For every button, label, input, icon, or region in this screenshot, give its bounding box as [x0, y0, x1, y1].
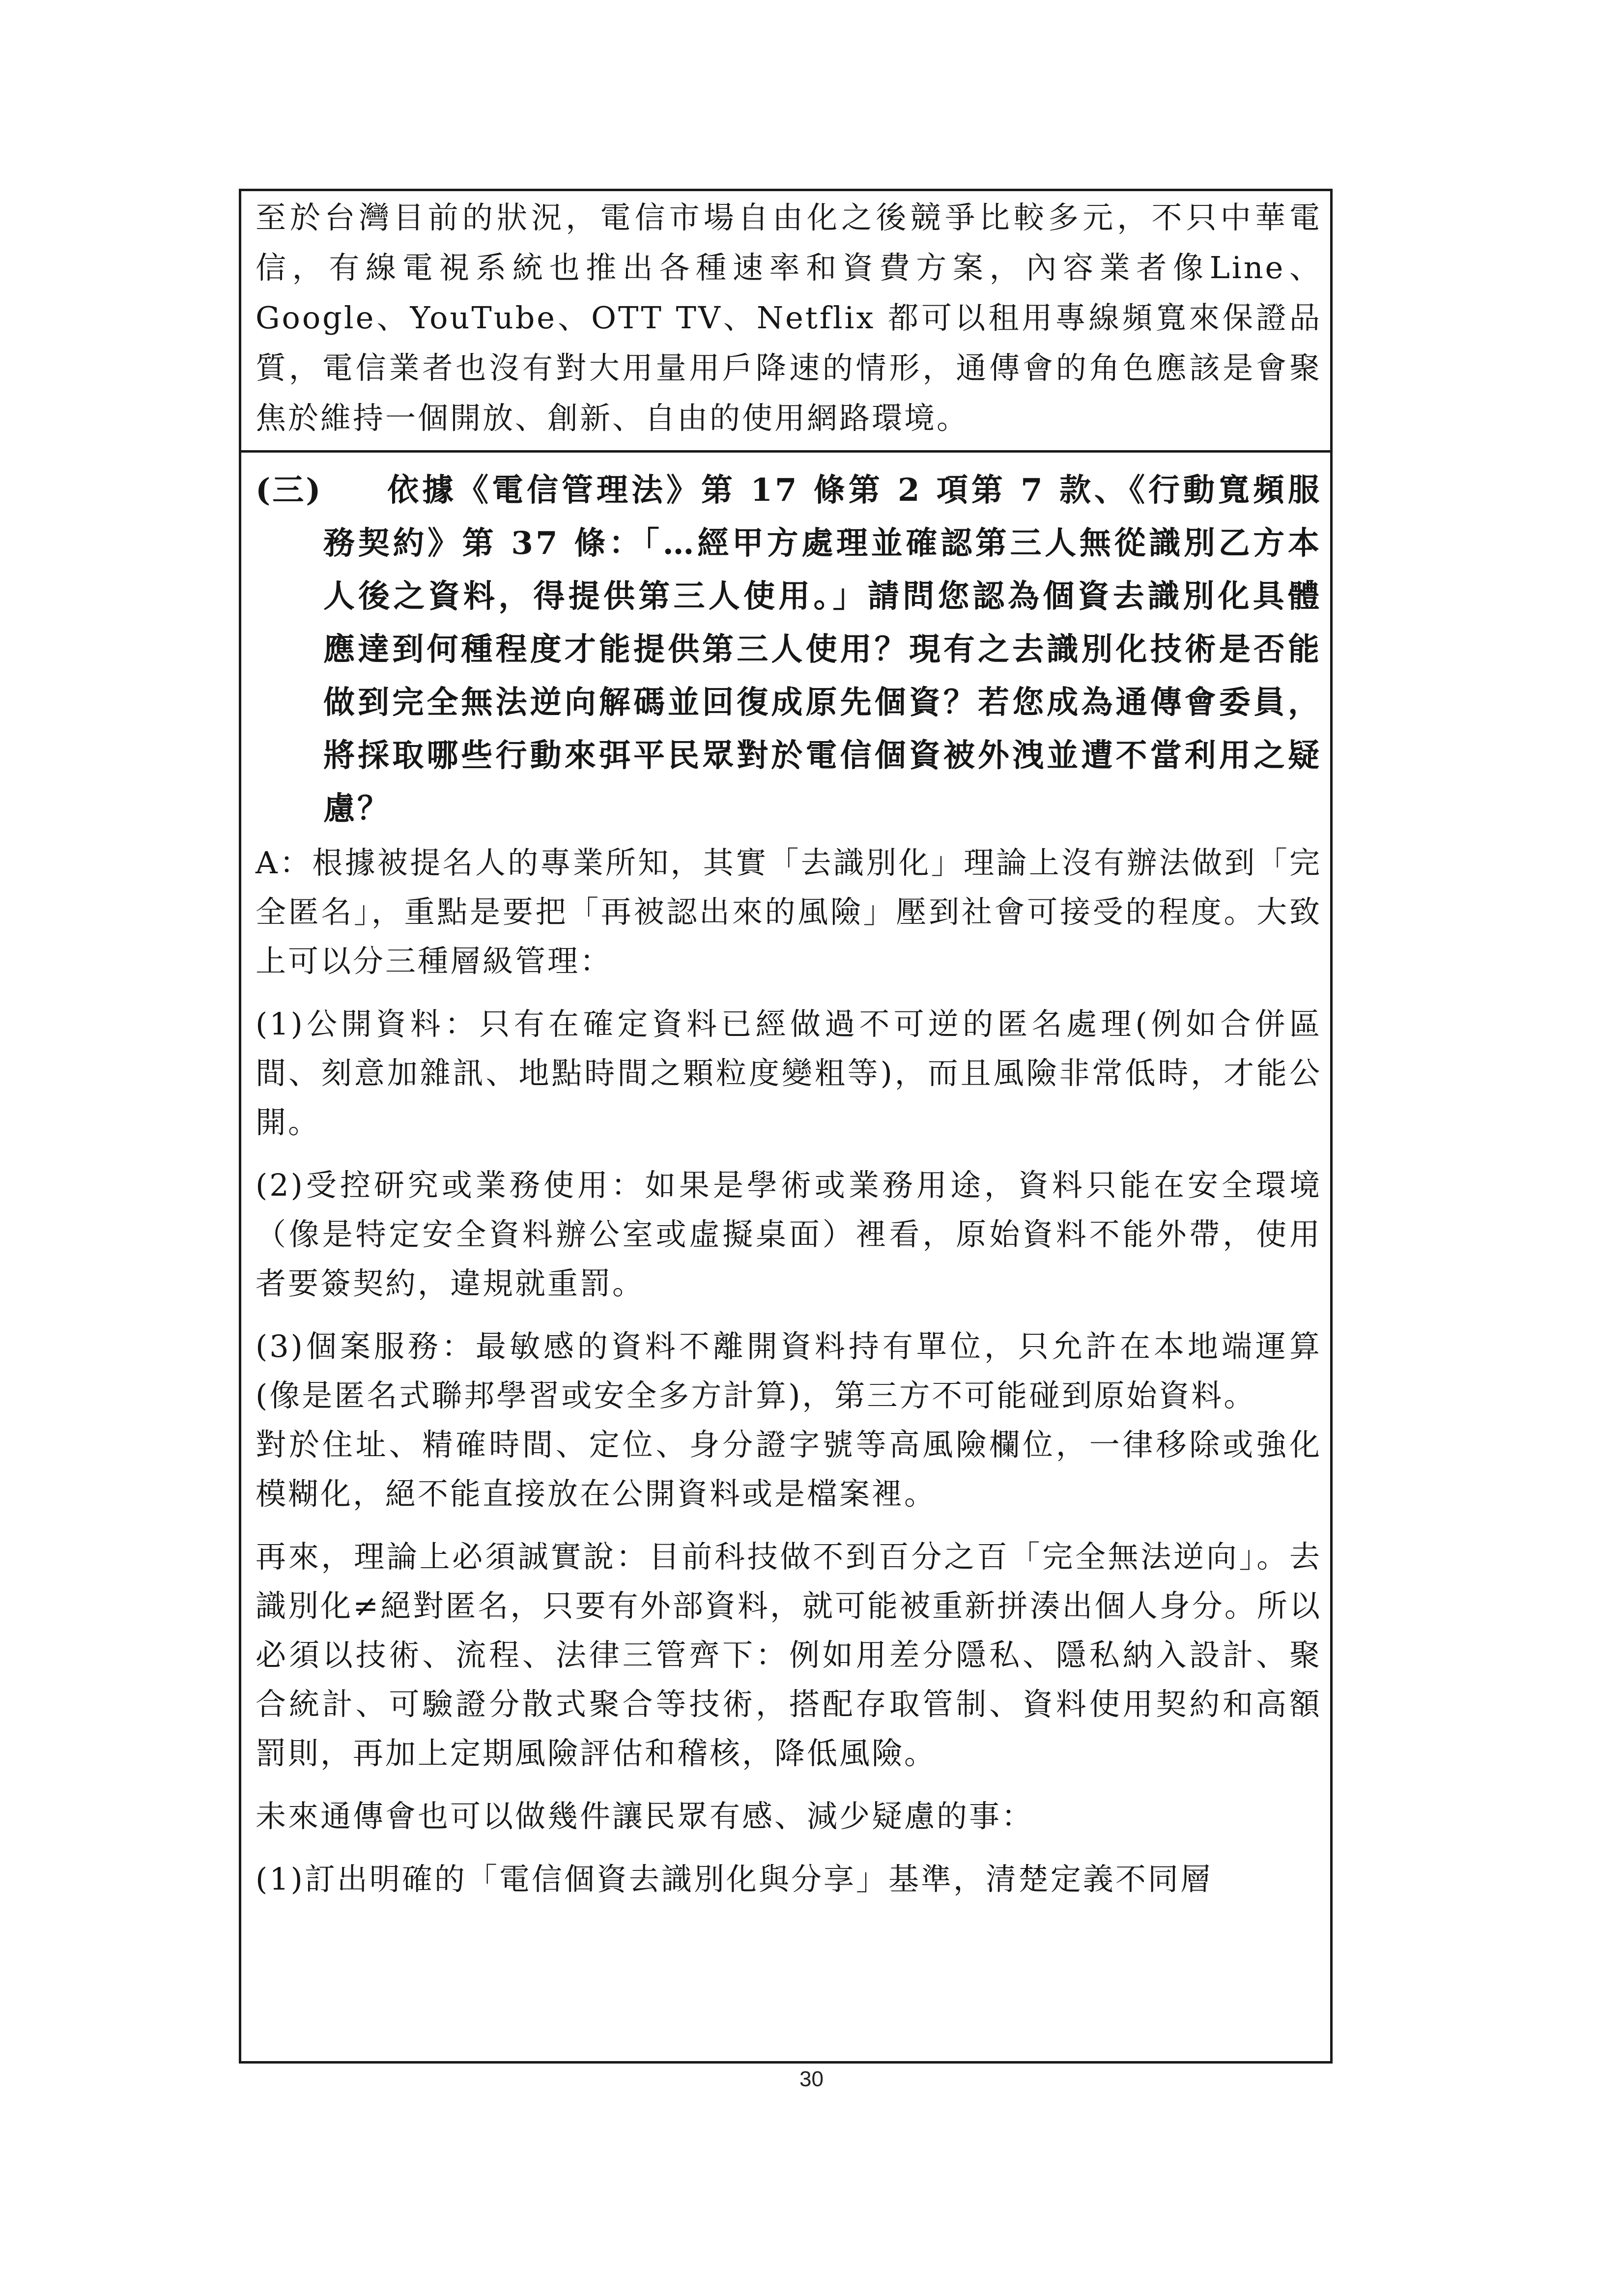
answer-paragraph-high-risk-fields: 對於住址、精確時間、定位、身分證字號等高風險欄位，一律移除或強化模糊化，絕不能直接放在公開資料或是檔案裡。 — [256, 1427, 1322, 1512]
answer-section — [256, 838, 1322, 1904]
answer-paragraph-future-actions: 未來通傳會也可以做幾件讓民眾有感、減少疑慮的事： — [256, 1798, 1034, 1834]
answer-paragraph-level-3: (3)個案服務：最敏感的資料不離開資料持有單位，只允許在本地端運算(像是匿名式聯邦學習或安全多方計算)，第三方不可能碰到原始資料。 — [256, 1328, 1322, 1413]
answer-paragraph-action-1: (1)訂出明確的「電信個資去識別化與分享」基準，清楚定義不同層 — [256, 1861, 1213, 1897]
question-block — [256, 464, 1322, 835]
answer-paragraph-level-1: (1)公開資料：只有在確定資料已經做過不可逆的匿名處理(例如合併區間、刻意加雜訊、地點時間之顆粒度變粗等)，而且風險非常低時，才能公開。 — [256, 1006, 1322, 1140]
question-number: (三) — [256, 472, 323, 509]
answer-paragraph-level-2: (2)受控研究或業務使用：如果是學術或業務用途，資料只能在安全環境（像是特定安全資料辦公室或虛擬桌面）裡看，原始資料不能外帶，使用者要簽契約，違規就重罰。 — [256, 1167, 1322, 1301]
previous-answer-paragraph: 至於台灣目前的狀況，電信市場自由化之後競爭比較多元，不只中華電信，有線電視系統也推出各種速率和資費方案，內容業者像Line、Google、YouTube、OTT TV、Netflix 都可以租用專線頻寬來保證品質，電信業者也沒有對大用量用戶降速的情形，通傳會的角色應該是會聚焦於維持一個開放、創新、自由的使用網路環境。 — [256, 200, 1322, 436]
table-top-border — [239, 189, 1333, 191]
answer-paragraph-intro: A：根據被提名人的專業所知，其實「去識別化」理論上沒有辦法做到「完全匿名」，重點是要把「再被認出來的風險」壓到社會可接受的程度。大致上可以分三種層級管理： — [256, 845, 1322, 979]
table-row-divider — [239, 450, 1333, 453]
page-number: 30 — [799, 2067, 824, 2091]
question-text: 依據《電信管理法》第 17 條第 2 項第 7 款、《行動寬頻服務契約》第 37 條：「…經甲方處理並確認第三人無從識別乙方本人後之資料，得提供第三人使用。」請問您認為個資去識別化具體應達到何種程度才能提供第三人使用？現有之去識別化技術是否能做到完全無法逆向解碼並回復成原先個資？若您成為通傳會委員，將採取哪些行動來弭平民眾對於電信個資被外洩並遭不當利用之疑慮？ — [323, 472, 1322, 827]
answer-paragraph-limits: 再來，理論上必須誠實說：目前科技做不到百分之百「完全無法逆向」。去識別化≠絕對匿名，只要有外部資料，就可能被重新拼湊出個人身分。所以必須以技術、流程、法律三管齊下：例如用差分隱私、隱私納入設計、聚合統計、可驗證分散式聚合等技術，搭配存取管制、資料使用契約和高額罰則，再加上定期風險評估和稽核，降低風險。 — [256, 1539, 1322, 1771]
